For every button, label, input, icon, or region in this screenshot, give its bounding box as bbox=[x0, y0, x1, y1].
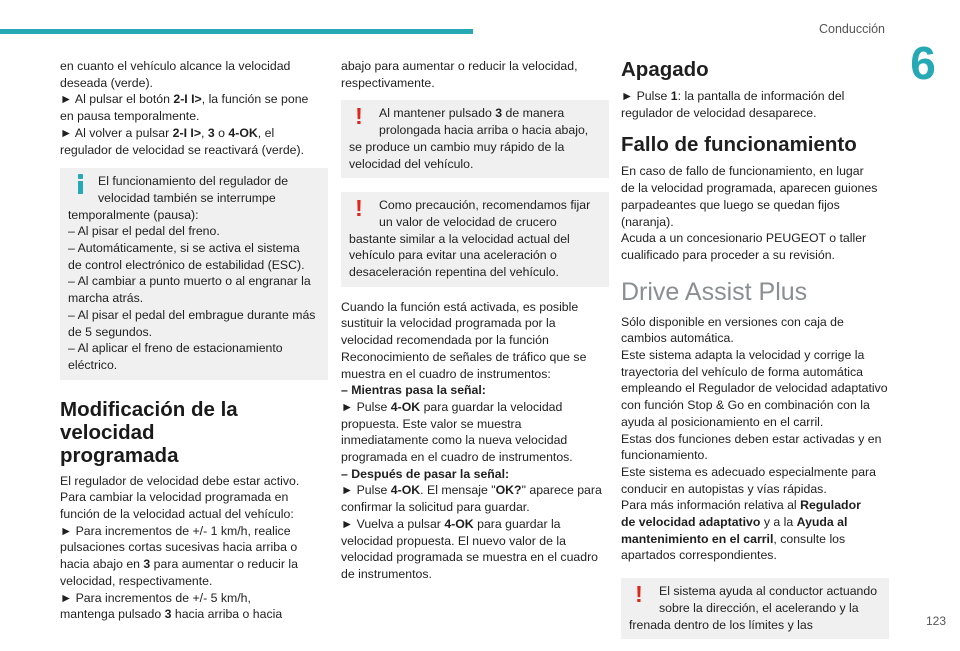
text-line: de instrumentos. bbox=[341, 566, 432, 581]
text-line: El regulador de velocidad debe estar activo. bbox=[60, 473, 300, 488]
text-line: Para cambiar la velocidad programada en bbox=[60, 490, 289, 505]
warning-box bbox=[621, 578, 889, 639]
text-line: sobre la dirección, el acelerando y la bbox=[659, 600, 859, 615]
text-line: Para más información relativa al Regulador bbox=[621, 498, 861, 513]
text-line: bastante similar a la velocidad actual del bbox=[349, 231, 570, 246]
text-line: en pausa temporalmente. bbox=[60, 109, 200, 124]
text-line: de la velocidad programada, aparecen guiones bbox=[621, 181, 878, 196]
text-line: velocidad también se interrumpe bbox=[98, 190, 276, 205]
text-line: – Automáticamente, si se activa el sistema bbox=[68, 241, 300, 256]
text-line: ► Vuelva a pulsar 4-OK para guardar la bbox=[341, 516, 561, 531]
text-line: un valor de velocidad de crucero bbox=[379, 214, 557, 229]
text-line: velocidad del vehículo. bbox=[349, 156, 474, 171]
section-heading: Modificación de la velocidad programada bbox=[60, 397, 238, 467]
warning-icon: ! bbox=[635, 581, 643, 608]
text-line: empleando el Regulador de velocidad adaptativo bbox=[621, 381, 888, 396]
text-line: con función Stop & Go en combinación con la bbox=[621, 398, 870, 413]
text-line: Este sistema adapta la velocidad y corrige la bbox=[621, 348, 865, 363]
text-line: – Al pisar el pedal del freno. bbox=[68, 224, 220, 239]
info-box bbox=[60, 168, 328, 379]
text-line: marcha atrás. bbox=[68, 291, 144, 306]
text-line: Reconocimiento de señales de tráfico que se bbox=[341, 349, 587, 364]
text-line: ► Para incrementos de +/- 1 km/h, realice bbox=[60, 523, 291, 538]
text-line: trayectoria del vehículo de forma automática bbox=[621, 364, 863, 379]
text-line: ► Pulse 4-OK. El mensaje "OK?" aparece para bbox=[341, 483, 602, 498]
text-line: Como precaución, recomendamos fijar bbox=[379, 198, 591, 213]
text-line: Estas dos funciones deben estar activadas y en bbox=[621, 431, 882, 446]
text-line: velocidad propuesta. El nuevo valor de la bbox=[341, 533, 566, 548]
text-line: función de la velocidad actual del vehículo: bbox=[60, 507, 294, 522]
text-line: propuesta. Este valor se muestra bbox=[341, 416, 522, 431]
text-line: sustituir la velocidad programada por la bbox=[341, 316, 556, 331]
text-line: prolongada hacia arriba o hacia abajo, bbox=[379, 123, 589, 138]
text-line: regulador de velocidad desaparece. bbox=[621, 105, 817, 120]
page-number: 123 bbox=[925, 614, 946, 628]
text-line: (naranja). bbox=[621, 214, 674, 229]
text-line: eléctrico. bbox=[68, 357, 118, 372]
text-line: de velocidad adaptativo y a la Ayuda al bbox=[621, 515, 848, 530]
text-line: respectivamente. bbox=[341, 75, 435, 90]
text-line: Acuda a un concesionario PEUGEOT o taller bbox=[621, 231, 867, 246]
text-line: parpadeantes que luego se quedan fijos bbox=[621, 197, 840, 212]
text-line: en cuanto el vehículo alcance la velocidad bbox=[60, 59, 291, 73]
chapter-heading: Drive Assist Plus bbox=[621, 277, 808, 306]
text-line: En caso de fallo de funcionamiento, en lugar bbox=[621, 164, 864, 179]
section-heading: Apagado bbox=[621, 58, 709, 81]
text-line: apartados correspondientes. bbox=[621, 548, 777, 563]
text-line: confirmar la solicitud para guardar. bbox=[341, 500, 530, 515]
text-line: vehículo para evitar una aceleración o bbox=[349, 248, 557, 263]
text-line: pulsaciones cortas sucesivas hacia arriba o bbox=[60, 540, 298, 555]
text-line: – Al cambiar a punto muerto o al engranar la bbox=[68, 274, 311, 289]
warning-box bbox=[341, 100, 609, 178]
text-line: desaceleración repentina del vehículo. bbox=[349, 265, 559, 280]
text-line: velocidad, respectivamente. bbox=[60, 573, 213, 588]
text-line: regulador de velocidad se reactivará (verde). bbox=[60, 142, 305, 157]
text-line: abajo para aumentar o reducir la velocidad, bbox=[341, 59, 578, 73]
info-icon bbox=[72, 173, 90, 193]
text-line: conducir en autopistas y vías rápidas. bbox=[621, 481, 827, 496]
text-line: se produce un cambio muy rápido de la bbox=[349, 139, 565, 154]
text-line: – Al aplicar el freno de estacionamiento bbox=[68, 341, 283, 356]
text-line: velocidad recomendada por la función bbox=[341, 333, 549, 348]
text-line: Sólo disponible en versiones con caja de bbox=[621, 314, 844, 329]
text-line: ► Pulse 1: la pantalla de información del bbox=[621, 89, 845, 103]
text-line: – Mientras pasa la señal: bbox=[341, 383, 486, 398]
text-line: mantenimiento en el carril, consulte los bbox=[621, 531, 846, 546]
text-line: frenada dentro de los límites y las bbox=[629, 617, 813, 632]
text-line: funcionamiento. bbox=[621, 448, 708, 463]
text-line: – Al pisar el pedal del embrague durante más bbox=[68, 307, 316, 322]
warning-icon: ! bbox=[355, 195, 363, 222]
text-line: inmediatamente como la nueva velocidad bbox=[341, 433, 568, 448]
text-line: El funcionamiento del regulador de bbox=[98, 174, 289, 189]
text-line: ► Al pulsar el botón 2-I I>, la función se pone bbox=[60, 92, 309, 107]
header-accent-bar bbox=[0, 29, 473, 34]
column-3 bbox=[621, 58, 889, 651]
text-line: muestra en el cuadro de instrumentos: bbox=[341, 366, 551, 381]
text-line: velocidad programada se muestra en el cuadro bbox=[341, 550, 599, 565]
text-line: ► Al volver a pulsar 2-I I>, 3 o 4-OK, el bbox=[60, 125, 275, 140]
section-title: Conducción bbox=[818, 22, 885, 36]
text-line: deseada (verde). bbox=[60, 75, 153, 90]
text-line: El sistema ayuda al conductor actuando bbox=[659, 584, 878, 599]
column-1 bbox=[60, 58, 328, 623]
text-line: ► Pulse 4-OK para guardar la velocidad bbox=[341, 399, 563, 414]
text-line: de 5 segundos. bbox=[68, 324, 153, 339]
text-line: mantenga pulsado 3 hacia arriba o hacia bbox=[60, 607, 283, 622]
text-line: Al mantener pulsado 3 de manera bbox=[379, 106, 565, 121]
text-line: – Después de pasar la señal: bbox=[341, 466, 510, 481]
text-line: cualificado para proceder a su revisión. bbox=[621, 247, 835, 262]
section-heading: Fallo de funcionamiento bbox=[621, 133, 857, 157]
text-line: Cuando la función está activada, es posible bbox=[341, 299, 579, 314]
text-line: ayuda al posicionamiento en el carril. bbox=[621, 414, 824, 429]
text-line: temporalmente (pausa): bbox=[68, 207, 199, 222]
text-line: programada en el cuadro de instrumentos. bbox=[341, 450, 573, 465]
text-line: ► Para incrementos de +/- 5 km/h, bbox=[60, 590, 251, 605]
text-line: cambios automática. bbox=[621, 331, 734, 346]
text-line: hacia abajo en 3 para aumentar o reducir la bbox=[60, 557, 298, 572]
text-line: de control electrónico de estabilidad (ESC). bbox=[68, 257, 305, 272]
text-line: Este sistema es adecuado especialmente para bbox=[621, 464, 876, 479]
column-2 bbox=[341, 58, 609, 583]
chapter-number: 6 bbox=[910, 37, 936, 89]
warning-icon: ! bbox=[355, 103, 363, 130]
warning-box bbox=[341, 192, 609, 287]
